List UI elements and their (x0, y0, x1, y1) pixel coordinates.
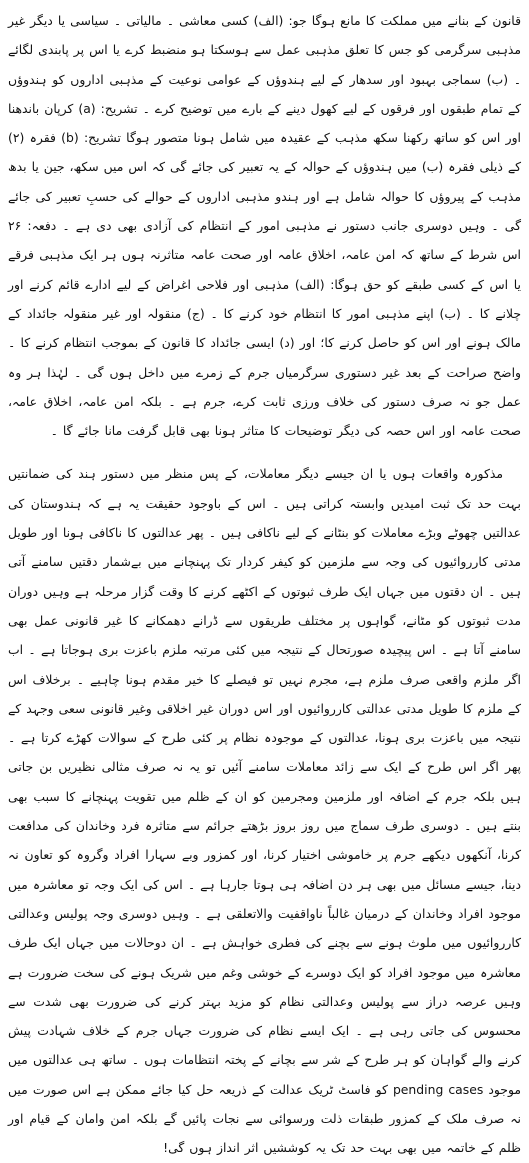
paragraph-justice-system (8, 459, 521, 1162)
paragraph-2-text-start: مذکورہ واقعات ہوں یا ان جیسے دیگر معاملات، کے پس منظر میں دستور ہند کی ضمانتیں بہت حد تک ثبت امیدیں وابستہ کراتی ہیں ۔ اس کے باوجود حقیقت یہ ہے کہ ہندوستان کی عدالتیں چھوٹے وبڑے معاملات کو بنٹانے کے لیے ناکافی ہیں ۔ پھر عدالتوں کا ناکافی ہونا اور طویل مدتی کارروائیوں کی وجہ سے ملزمین کو کیفر کردار تک پہنچانے میں بےشمار دقتیں سامنے آتی ہیں ۔ ان دقتوں میں جہاں ایک طرف ثبوتوں کے اکٹھے کرنے کا وقت گزار مرحلہ ہے وہیں دوران مدت ثبوتوں کو مٹانے، گواہوں پر مختلف طریقوں سے ڈرانے دھمکانے کا غیر قانونی عمل بھی سامنے آتا ہے ۔ اس پیچیدہ صورتحال کے نتیجہ میں کئی مرتبہ ملزم باعزت بری ہوجاتا ہے ۔ اب اگر ملزم واقعی صرف ملزم ہے، مجرم نہیں تو فیصلے کا خیر مقدم ہونا چاہیے ۔ برخلاف اس کے ملزم کا طویل مدتی عدالتی کارروائیوں اور اس دوران غیر اخلاقی وغیر قانونی سعی وجہد کے نتیجہ میں باعزت بری ہونا، عدالتوں کے موجودہ نظام پر کئی طرح کے سوالات کھڑے کرتا ہے ۔ پھر اگر اس طرح کے ایک سے زائد معاملات سامنے آئیں تو یہ نہ صرف مثالی نظیریں بن جاتی ہیں بلکہ جرم کے اضافہ اور ملزمین ومجرمین کو ان کے ظلم میں تقویت پہنچانے کا سبب بھی بنتے ہیں ۔ دوسری طرف سماج میں روز بروز بڑھتے جرائم سے متاثرہ فرد وخاندان کی مدافعت کرنا، آنکھوں دیکھے جرم پر خاموشی اختیار کرنا، اور کمزور وبے سہارا افراد وگروہ کو تعاون نہ دینا، جیسے مسائل میں بھی ہر دن اضافہ ہی ہوتا جارہا ہے ۔ اس کی ایک وجہ تو معاشرہ میں موجود افراد وخاندان کے درمیان غالباً ناواقفیت والاتعلقی ہے ۔ وہیں دوسری وجہ پولیس وعدالتی کارروائیوں میں ملوث ہونے سے بچنے کی فطری خواہش ہے ۔ ان دوحالات میں جہاں ایک طرف معاشرہ میں موجود افراد کو ایک دوسرے کے خوشی وغم میں شریک ہونے کی سخت ضرورت ہے وہیں عرصہ دراز سے پولیس وعدالتی نظام کو مزید بہتر کرنے کی ضرورت بھی شدت سے محسوس کی جاتی رہی ہے ۔ ایک ایسے نظام کی ضرورت جہاں جرم کے خلاف شہادت پیش کرنے والے گواہان کو ہر طرح کے شر سے بچانے کے پختہ انتظامات ہوں ۔ ساتھ ہی عدالتوں میں موجود (8, 466, 521, 1097)
paragraph-1-text: قانون کے بنانے میں مملکت کا مانع ہوگا جو: (الف) کسی معاشی ۔ مالیاتی ۔ سیاسی یا دیگر غیر مذہبی سرگرمی کو جس کا تعلق مذہبی عمل سے ہوسکتا ہو منضبط کرے یا اس پر پابندی لگائے ۔ (ب) سماجی بہبود اور سدھار کے لیے ہندوؤں کے عوامی نوعیت کے مذہبی اداروں کو ہندوؤں کے تمام طبقوں اور فرقوں کے لیے کھول دینے کے بارے میں توضیح کرے ۔ تشریح: (a) کرپان باندھنا اور اس کو ساتھ رکھنا سکھ مذہب کے عقیدہ میں شامل ہونا متصور ہوگا تشریح: (b) فقرہ (۲) کے ذیلی فقرہ (ب) میں ہندوؤں کے حوالہ کے یہ تعبیر کی جائے گی کہ اس میں سکھ، جین یا بدھ مذہب کے پیروؤں کا حوالہ شامل ہے اور ہندو مذہبی اداروں کے حوالے کی حسبِ تعبیر کی جائے گی ۔ وہیں دوسری جانب دستور نے مذہبی امور کے انتظام کی آزادی بھی دی ہے ۔ دفعہ: ۲۶ اس شرط کے ساتھ کہ امن عامہ، اخلاق عامہ اور صحت عامہ متاثرنہ ہوں ہر ایک مذہبی فرقے یا اس کے کسی طبقے کو حق ہوگا: (الف) مذہبی اور فلاحی اغراض کے لیے ادارے قائم کرنے اور چلانے کا ۔ (ب) اپنے مذہبی امور کا انتظام خود کرنے کا ۔ (ج) منقولہ اور غیر منقولہ جائداد کے مالک ہونے اور اس کو حاصل کرنے کا؛ اور (د) ایسی جائداد کا قانون کے بموجب انتظام کرنے کا ۔ واضح صراحت کے بعد غیر دستوری سرگرمیاں جرم کے زمرے میں داخل ہوں گی ۔ لہٰذا ہر وہ عمل جو نہ صرف دستور کی خلاف ورزی ثابت کرے، جرم ہے ۔ بلکہ امن عامہ، اخلاق عامہ، صحت عامہ اور اس حصہ کی دیگر توضیحات کا متاثر ہونا بھی قابل گرفت مانا جائے گا ۔ (8, 13, 521, 439)
paragraph-2-text-end: کو فاسٹ ٹریک عدالت کے ذریعہ حل کیا جائے ممکن ہے اس صورت میں نہ صرف ملک کے کمزور طبقات ذلت ورسوائی سے نجات پائیں گے بلکہ امن وامان کے قیام اور ظلم کے خاتمہ میں بھی بہت حد تک یہ کوششیں اثر انداز ہوں گی! (8, 1081, 521, 1156)
pending-cases-term: pending cases (392, 1081, 484, 1097)
paragraph-constitution-articles (8, 6, 521, 445)
